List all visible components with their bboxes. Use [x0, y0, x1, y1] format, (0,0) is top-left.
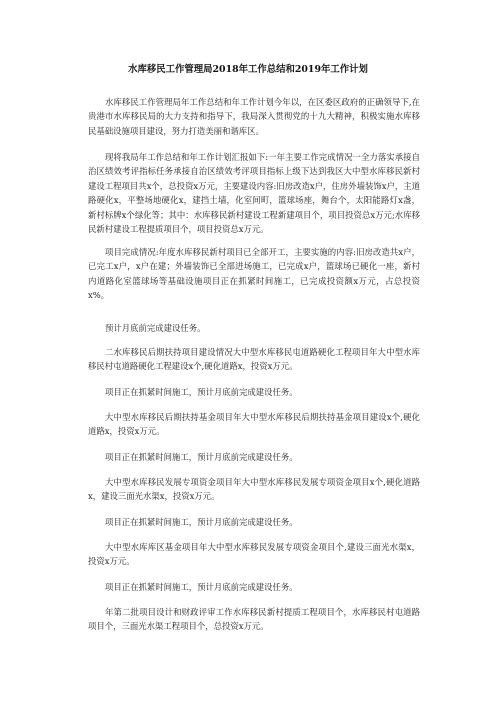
- paragraph-progress: 项目完成情况:年度水库移民新村项目已全部开工，主要实施的内容:旧房改造共x户，已完工x户，x户在建；外墙装饰已全部进场施工，已完成x户，篮球场已硬化一座，新村内道路化室篮球场等基础设施项目正在抓紧时间施工，已完成投资额x万元，占总投资x%。: [88, 247, 420, 301]
- paragraph-second-batch: 年第二批项目设计和财政评审工作水库移民新村提质工程项目个，水库移民村屯道路项目个，三面光水渠工程项目个，总投资x万元。: [88, 607, 420, 632]
- paragraph-development-fund: 大中型水库移民发展专项资金项目年大中型水库移民发展专项资金项目x个,硬化道路x，建设三面光水渠x，投资x万元。: [88, 477, 420, 502]
- paragraph-status: 项目正在抓紧时间施工，预计月底前完成建设任务。: [105, 387, 298, 397]
- paragraph-support-fund: 大中型水库移民后期扶持基金项目年大中型水库移民后期扶持基金项目建设x个,硬化道路x，投资x万元。: [88, 412, 420, 437]
- paragraph-status: 项目正在抓紧时间施工，预计月底前完成建设任务。: [105, 517, 298, 527]
- paragraph-road-project: 二水库移民后期扶持项目建设情况大中型水库移民屯道路硬化工程项目年大中型水库移民村屯道路硬化工程建设x个,硬化道路x，投资x万元。: [88, 347, 420, 372]
- paragraph-status: 项目正在抓紧时间施工，预计月底前完成建设任务。: [105, 582, 298, 592]
- paragraph-reservoir-fund: 大中型水库库区基金项目年大中型水库移民发展专项资金项目个,建设三面光水渠x，投资x万元。: [88, 542, 420, 567]
- paragraph-deadline: 预计月底前完成建设任务。: [105, 323, 206, 333]
- paragraph-intro: 水库移民工作管理局年工作总结和年工作计划今年以，在区委区政府的正确领导下,在贵港市水库移民局的大力支持和指导下，我局深入贯彻党的十九大精神，积极实施水库移民基础设施项目建设，努力打造美丽和谐库区。: [88, 97, 420, 136]
- document-title: 水库移民工作管理局2018年工作总结和2019年工作计划: [128, 64, 368, 75]
- paragraph-summary: 现将我局年工作总结和年工作计划汇报如下:一年主要工作完成情况一全力落实承接自治区绩效考评指标任务承接自治区绩效考评项目指标上级下达到我区大中型水库移民新村建设工程项目共x个，总投资x万元，主要建设内容:旧房改造x户，住房外墙装饰x户，主道路硬化x，平整场地硬化x，建挡土墙，化室间町，篮球场座，舞台个，太阳能路灯x盏，新村标牌x个绿化等；其中：水库移民新村建设工程新建项目个，项目投资总x万元;水库移民新村建设工程提质项目个，项目投资总x万元。: [88, 152, 420, 235]
- paragraph-status: 项目正在抓紧时间施工，预计月底前完成建设任务。: [105, 452, 298, 462]
